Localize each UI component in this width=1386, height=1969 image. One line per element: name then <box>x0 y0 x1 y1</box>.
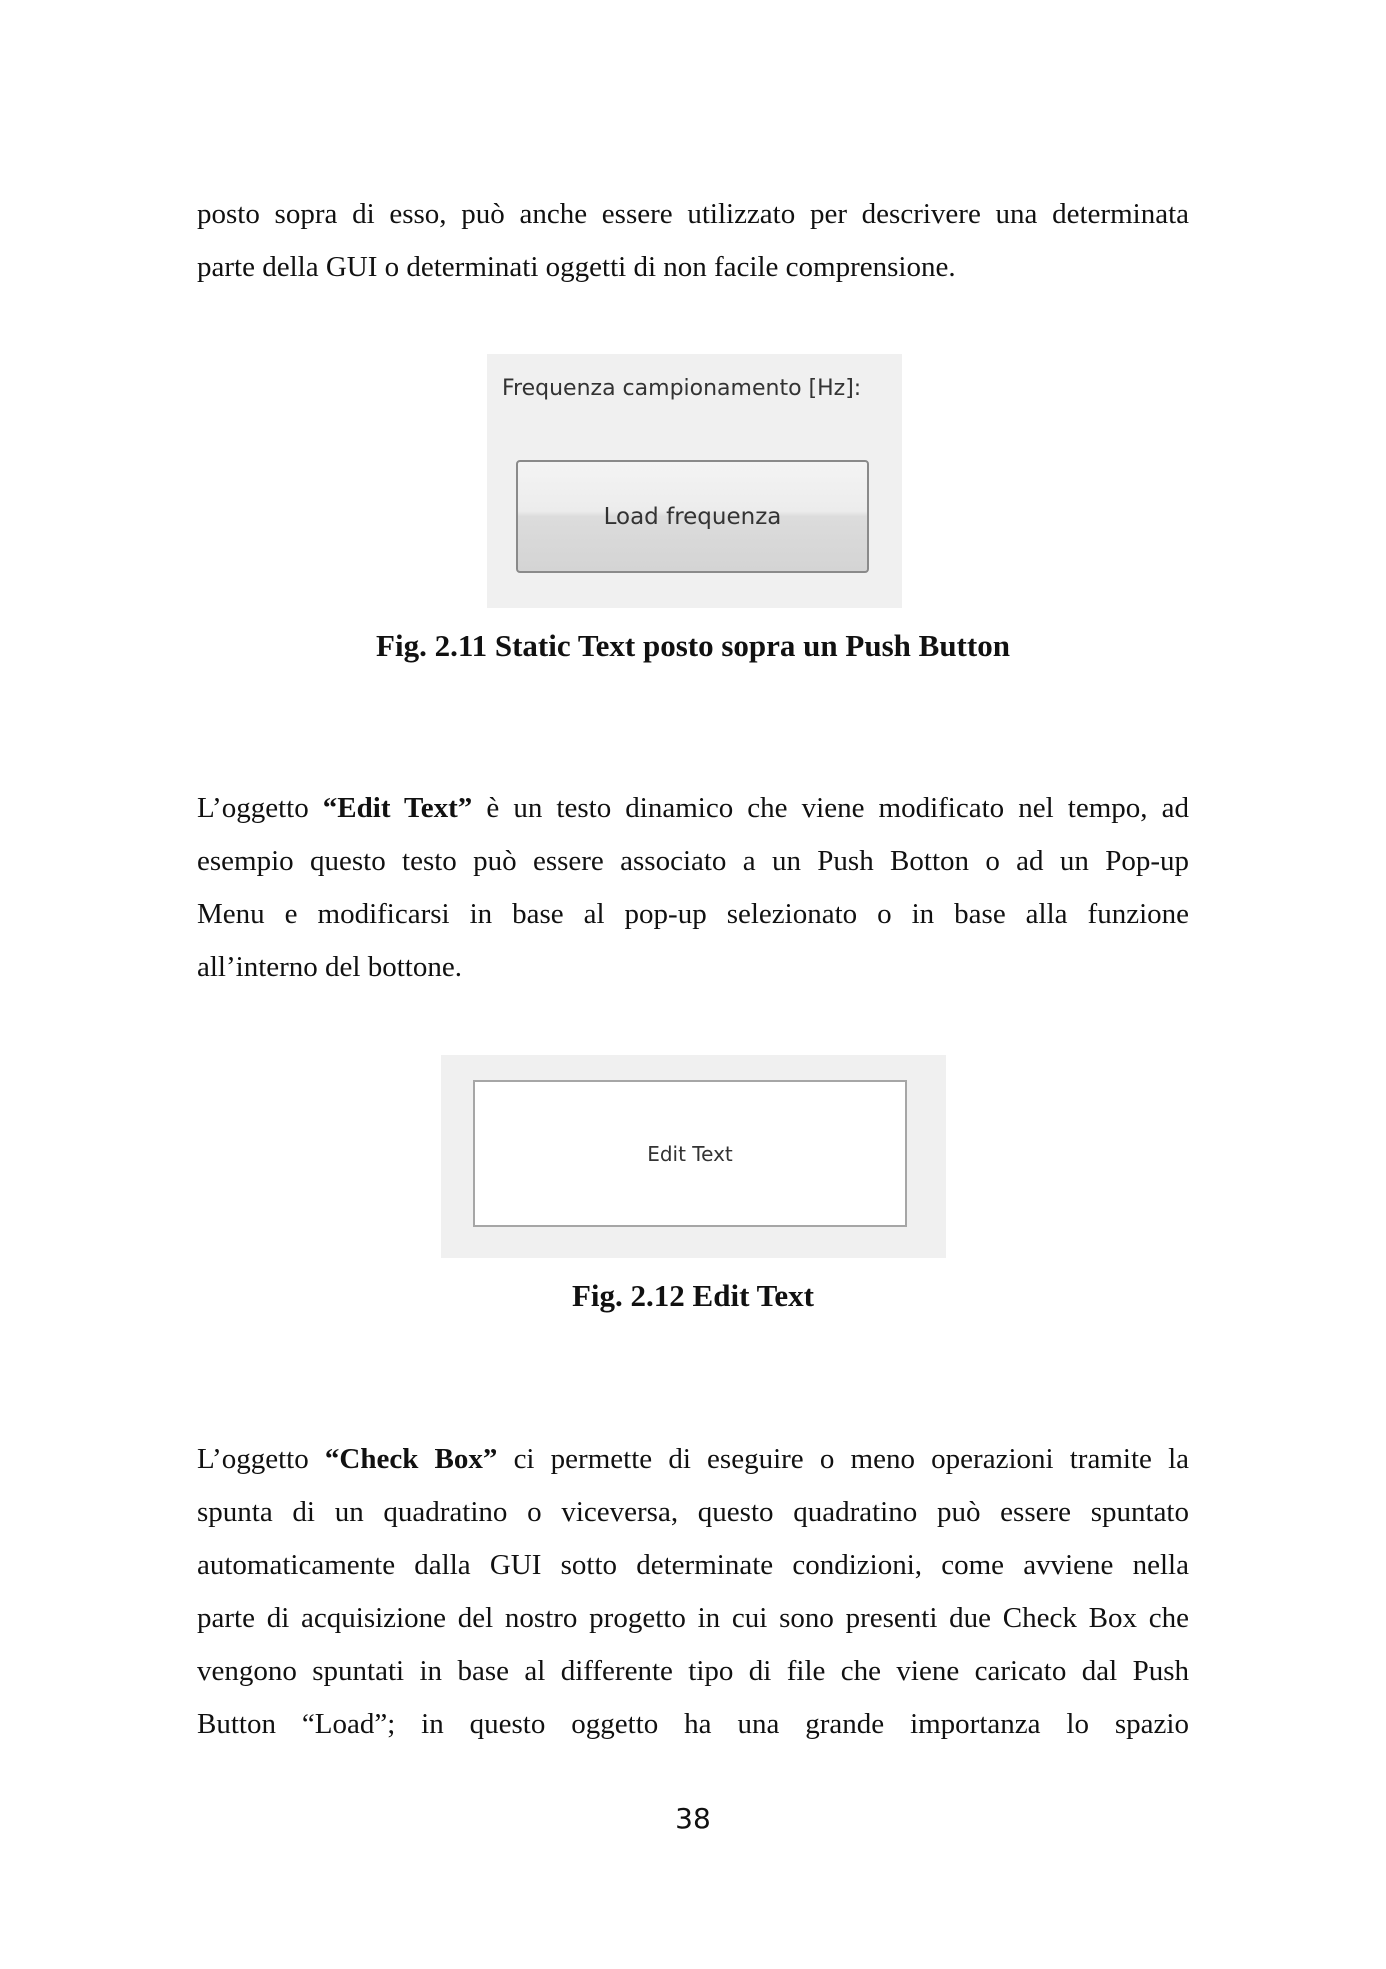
paragraph-continuation <box>197 188 1189 294</box>
edit-text-field[interactable] <box>473 1080 907 1227</box>
static-text-label: Frequenza campionamento [Hz]: <box>502 376 862 401</box>
text-line: Button “Load”; in questo oggetto ha una grande importanza lo spazio <box>197 1708 1189 1740</box>
paragraph-check-box <box>197 1433 1189 1751</box>
figure-edit-text <box>441 1055 946 1258</box>
text-line: posto sopra di esso, può anche essere utilizzato per descrivere una determinata <box>197 198 1189 230</box>
figure-caption: Fig. 2.11 Static Text posto sopra un Push Button <box>376 628 1010 663</box>
button-label: Load frequenza <box>603 503 782 530</box>
text-line: spunta di un quadratino o viceversa, questo quadratino può essere spuntato <box>197 1496 1189 1528</box>
bold-term: “Edit Text” <box>322 792 473 824</box>
text-run: è un testo dinamico che viene modificato nel tempo, ad <box>472 792 1189 824</box>
paragraph-edit-text <box>197 782 1189 994</box>
text-line <box>197 782 1189 835</box>
page-number: 38 <box>675 1802 711 1835</box>
text-line: automaticamente dalla GUI sotto determinate condizioni, come avviene nella <box>197 1549 1189 1581</box>
text-run: L’oggetto <box>197 792 323 824</box>
figure-caption: Fig. 2.12 Edit Text <box>571 1278 814 1313</box>
bold-term: “Check Box” <box>324 1443 498 1475</box>
text-line <box>197 1433 1189 1486</box>
text-line: Menu e modificarsi in base al pop-up selezionato o in base alla funzione <box>197 898 1189 930</box>
text-line: vengono spuntati in base al differente tipo di file che viene caricato dal Push <box>197 1655 1189 1687</box>
text-line: parte della GUI o determinati oggetti di non facile comprensione. <box>197 251 956 283</box>
text-run: L’oggetto <box>197 1443 325 1475</box>
text-line: all’interno del bottone. <box>197 951 462 983</box>
text-line: esempio questo testo può essere associato a un Push Botton o ad un Pop-up <box>197 845 1189 877</box>
text-line: parte di acquisizione del nostro progetto in cui sono presenti due Check Box che <box>197 1602 1189 1634</box>
text-run: ci permette di eseguire o meno operazioni tramite la <box>497 1443 1189 1475</box>
edit-text-value: Edit Text <box>647 1141 733 1166</box>
figure-static-text-push-button <box>487 354 902 608</box>
load-frequenza-button[interactable] <box>516 460 869 573</box>
